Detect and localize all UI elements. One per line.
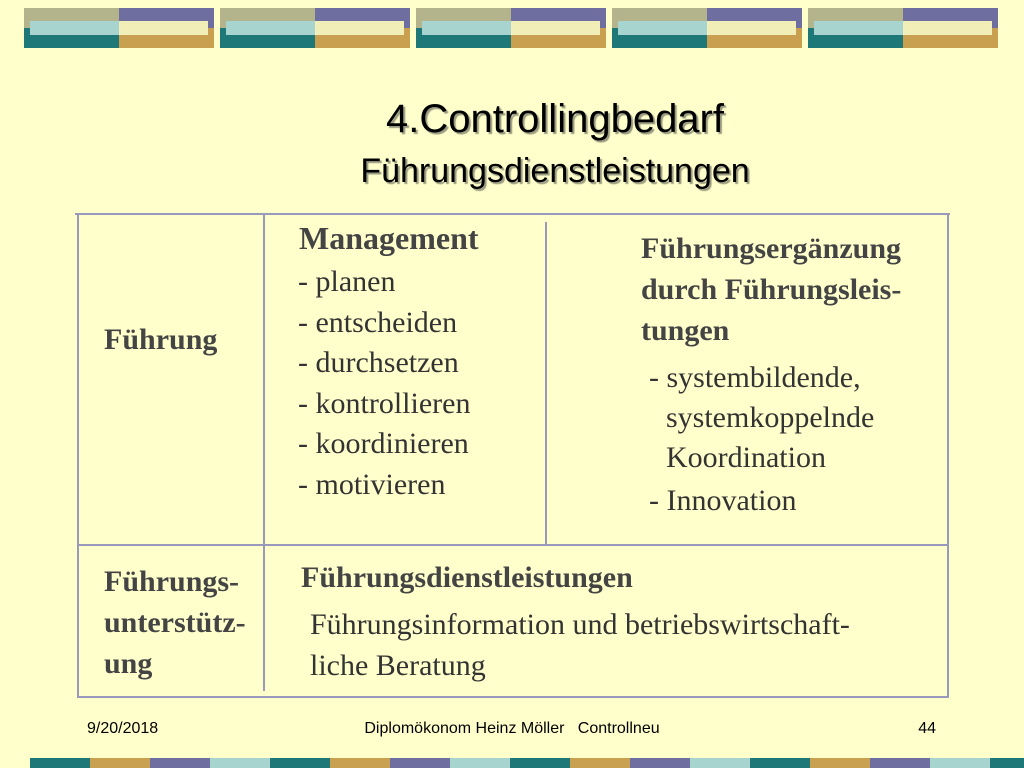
stripe-segment — [810, 758, 870, 768]
slide-number: 44 — [918, 720, 936, 737]
table-bottom-border — [77, 696, 949, 698]
row2-label: Führungs- unterstütz- ung — [104, 565, 246, 680]
slide-subtitle: Führungsdienstleistungen — [360, 152, 750, 190]
stripe-segment — [990, 758, 1024, 768]
management-header: Management — [299, 220, 479, 256]
stripe-segment — [450, 758, 510, 768]
stripe-segment — [570, 758, 630, 768]
table-top-border — [75, 213, 950, 215]
fuehrungsdienstleistungen-header: Führungsdienstleistungen — [301, 561, 633, 594]
fuehrungsergaenzung-header: Führungsergänzung durch Führungsleis- tungen — [641, 232, 902, 347]
table-col-divider-1 — [263, 213, 265, 691]
fuehrungsinformation-text: Führungsinformation und betriebswirtschaft- liche Beratung — [310, 608, 850, 682]
row1-label: Führung — [104, 323, 218, 356]
list-item: - entscheiden — [298, 305, 458, 339]
stripe-segment — [270, 758, 330, 768]
list-item: - durchsetzen — [298, 346, 459, 379]
bottom-decoration-stripe — [0, 758, 1024, 768]
stripe-segment — [90, 758, 150, 768]
banner-tile — [24, 8, 214, 48]
stripe-segment — [390, 758, 450, 768]
stripe-segment — [930, 758, 990, 768]
table-right-border — [947, 213, 949, 698]
list-item: - kontrollieren — [298, 386, 471, 420]
coordination-item: - systembildende, systemkoppelnde Koordination — [649, 361, 875, 474]
table-left-border — [77, 213, 79, 698]
stripe-segment — [30, 758, 90, 768]
banner-tile — [416, 8, 606, 48]
banner-tile — [220, 8, 410, 48]
stripe-segment — [690, 758, 750, 768]
stripe-segment — [630, 758, 690, 768]
stripe-segment — [510, 758, 570, 768]
slide-title: 4.Controllingbedarf — [386, 97, 724, 141]
management-list — [298, 262, 470, 505]
list-item: - planen — [298, 265, 396, 298]
stripe-segment — [870, 758, 930, 768]
stripe-segment — [330, 758, 390, 768]
stripe-segment — [210, 758, 270, 768]
footer-center: Diplomökonom Heinz Möller Controllneu — [364, 720, 660, 737]
table-col-divider-2 — [545, 222, 547, 546]
list-item: - koordinieren — [298, 427, 469, 460]
innovation-item: - Innovation — [649, 484, 797, 517]
top-decoration-banner — [0, 0, 1024, 50]
stripe-segment — [750, 758, 810, 768]
list-item: - motivieren — [298, 467, 446, 501]
table-row-divider — [77, 544, 949, 546]
footer-date: 9/20/2018 — [87, 720, 159, 737]
banner-tile — [808, 8, 998, 48]
stripe-segment — [150, 758, 210, 768]
banner-tile — [612, 8, 802, 48]
